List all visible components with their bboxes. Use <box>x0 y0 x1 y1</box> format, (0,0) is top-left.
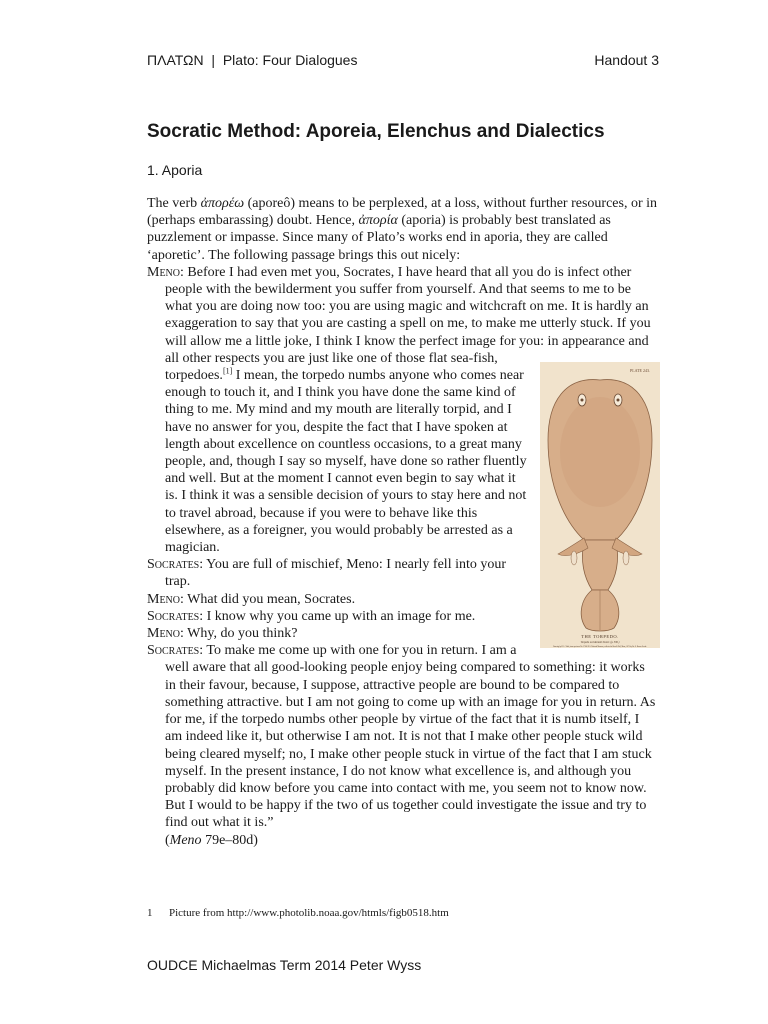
citation <box>165 833 258 848</box>
caption-title: THE TORPEDO. <box>581 634 619 639</box>
dialogue-text: You are full of mischief, Meno: I nearly fell into your trap. <box>165 557 507 590</box>
speaker-label: Socrates: <box>147 557 204 573</box>
dialogue-text: Before I had even met you, Socrates, I have heard that all you do is infect other people with the bewilderment you suffer from yourself. And that seems to me to be what you are doing now too: you are using magic and witchcraft on me. It is hardly an exaggeration to say that you are casting a spell on me, to make me utterly stuck. If you will allow me a little joke, I think I know the perfect image for you: in appearance and all other respects you are just like one of those flat sea-fish, torpedoes. <box>165 264 651 384</box>
dialogue-text-cont: I mean, the torpedo numbs anyone who comes near enough to touch it, and I think you have done the same kind of thing to me. My mind and my mouth are literally torpid, and I have no answer for you, despite the fact that I have spoken at length about excellence on countless occasions, to a great many people, and, though I say so myself, have done so rather fluently and well. But at the moment I cannot even begin to say what it is. I think it was a sensible decision of yours to stay here and not to travel abroad, because if you were to behave like this elsewhere, as a foreigner, you would probably be arrested as a magician. <box>165 368 527 556</box>
citation-open: ( <box>165 832 170 848</box>
footnote-ref: [1] <box>222 366 233 376</box>
torpedo-body-shade <box>560 397 640 507</box>
dialogue-text: What did you mean, Socrates. <box>187 591 356 607</box>
speaker-label: Meno: <box>147 591 184 607</box>
caption-subtitle: Torpedo occidentalis Storer. (p. 300.) <box>580 641 620 644</box>
speaker-label: Socrates: <box>147 608 204 624</box>
torpedo-ray-drawing <box>540 362 660 648</box>
dialogue-text: Why, do you think? <box>187 626 298 642</box>
speaker-label: Socrates: <box>147 643 204 659</box>
footnote-text: Picture from http://www.photolib.noaa.gov/htmls/figb0518.htm <box>169 907 449 919</box>
dialogue-text: I know why you came up with an image for me. <box>206 608 476 624</box>
page-footer: OUDCE Michaelmas Term 2014 Peter Wyss <box>147 957 422 973</box>
citation-work: Meno <box>169 832 202 848</box>
plate-label: PLATE 243. <box>630 368 650 373</box>
speaker-label: Meno: <box>147 264 184 280</box>
page-title: Socratic Method: Aporeia, Elenchus and Dialectics <box>147 121 605 142</box>
torpedo-clasper-right <box>623 551 629 565</box>
intro-paragraph <box>147 195 659 264</box>
torpedo-ray-illustration <box>540 362 660 648</box>
caption-credit: Drawing by H. L. Todd, from specimen No. 27566 U.S. National Museum, collected at Wood's Holl, Mass., 1875 by Dr. G. Brown Goode. <box>553 646 647 648</box>
torpedo-pupil-left <box>581 399 584 402</box>
intro-text-1: The verb <box>147 196 201 211</box>
page-header <box>147 52 659 68</box>
greek-word-aporeo: ἀπορέω <box>200 196 245 211</box>
greek-word-aporia: ἀπορία <box>358 213 398 229</box>
intro-text-3: (aporia) is probably best translated as puzzlement or impasse. Since many of Plato’s works end in aporia, they are called ‘aporetic’. The following passage brings this out nicely: <box>147 213 611 263</box>
section-heading: 1. Aporia <box>147 162 203 178</box>
header-right: Handout 3 <box>594 52 659 68</box>
header-left: ΠΛΑΤΩΝ | Plato: Four Dialogues <box>147 52 358 68</box>
footnote-number: 1 <box>147 907 153 919</box>
dialogue-text: To make me come up with one for you in return. I am a well aware that all good-looking people enjoy being compared to something: it works in their favour, because, I suppose, attractive people are bound to be compared to something attractive. but I am not going to come up with an image for you in return. As for me, if the torpedo numbs other people by virtue of the fact that it is numb itself, I am indeed like it, but otherwise I am not. It is not that I make other people stuck wild being cleared myself; no, I make other people stuck in virtue of the fact that I am stuck myself. In the present instance, I do not know what excellence is, and although you probably did know before you came into contact with me, you seem not to know now. But I would to be happy if the two of us together could investigate the issue and try to find out what it is.” <box>165 643 656 831</box>
citation-ref: 79e–80d) <box>201 832 258 848</box>
speaker-label: Meno: <box>147 626 184 642</box>
intro-text-2: (aporeô) means to be perplexed, at a loss, without further resources, or in (perhaps embarassing) doubt. Hence, <box>147 196 658 229</box>
torpedo-pupil-right <box>617 399 620 402</box>
torpedo-clasper-left <box>571 551 577 565</box>
footnote <box>147 907 449 919</box>
dialogue-line-socrates-3 <box>147 642 659 848</box>
